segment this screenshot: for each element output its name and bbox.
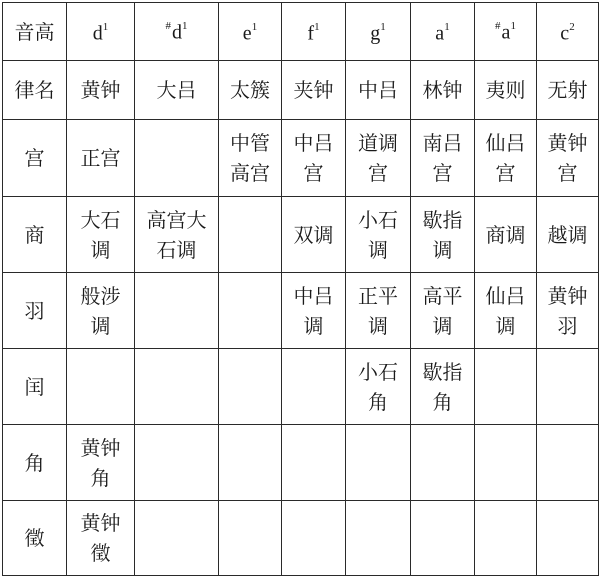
table-cell	[135, 120, 219, 197]
row-header: 闰	[3, 349, 67, 425]
pitch-octave: 1	[444, 21, 450, 34]
pitch-octave: 1	[102, 21, 109, 34]
row-header: 律名	[3, 61, 67, 120]
table-cell	[219, 273, 282, 349]
table-cell: 商调	[475, 197, 537, 273]
table-cell: 黄钟 宫	[537, 120, 599, 197]
table-cell: 大吕	[135, 61, 219, 120]
table-cell	[67, 349, 135, 425]
table-cell: 高平 调	[411, 273, 475, 349]
pitch-header-cell	[219, 3, 282, 61]
pitch-note: a	[501, 21, 511, 44]
pitch-note: a	[435, 22, 445, 45]
table-cell: 无射	[537, 61, 599, 120]
pitch-note: f	[307, 22, 315, 45]
table-cell	[219, 349, 282, 425]
table-cell: 南吕 宫	[411, 120, 475, 197]
table-cell	[135, 273, 219, 349]
table-cell	[537, 425, 599, 501]
table-cell	[346, 501, 411, 576]
table-cell: 黄钟 羽	[537, 273, 599, 349]
table-row	[3, 120, 599, 197]
table-cell	[475, 425, 537, 501]
pitch-note: d	[172, 21, 182, 44]
table-cell: 越调	[537, 197, 599, 273]
table-cell	[219, 425, 282, 501]
sharp-sign: #	[165, 20, 171, 33]
table-row	[3, 425, 599, 501]
table-cell: 大石 调	[67, 197, 135, 273]
row-header: 商	[3, 197, 67, 273]
pitch-octave: 1	[251, 21, 258, 34]
table-cell: 黄钟 徵	[67, 501, 135, 576]
table-row	[3, 501, 599, 576]
table-cell	[411, 425, 475, 501]
table-row	[3, 197, 599, 273]
pitch-octave: 1	[182, 19, 188, 32]
sharp-sign: #	[495, 20, 501, 33]
table-cell: 小石 调	[346, 197, 411, 273]
table-cell	[135, 501, 219, 576]
table-body	[3, 3, 599, 576]
pitch-octave: 2	[569, 21, 575, 34]
pitch-header-cell	[411, 3, 475, 61]
row-header: 宫	[3, 120, 67, 197]
table-cell: 黄钟 角	[67, 425, 135, 501]
pitch-header-cell	[135, 3, 219, 61]
pitch-octave: 1	[380, 21, 386, 34]
mode-table	[2, 2, 599, 576]
table-cell: 太簇	[219, 61, 282, 120]
table-cell	[282, 501, 346, 576]
table-cell: 歇指 调	[411, 197, 475, 273]
pitch-note: e	[242, 22, 252, 45]
table-cell	[219, 197, 282, 273]
table-cell: 仙吕 调	[475, 273, 537, 349]
row-header: 徵	[3, 501, 67, 576]
row-header-pitch: 音高	[3, 3, 67, 61]
table-row	[3, 61, 599, 120]
table-cell	[219, 501, 282, 576]
table-cell: 高宫大 石调	[135, 197, 219, 273]
pitch-note: c	[560, 22, 570, 45]
table-cell	[135, 425, 219, 501]
table-cell: 正宫	[67, 120, 135, 197]
table-cell: 夹钟	[282, 61, 346, 120]
table-cell: 中管 高宫	[219, 120, 282, 197]
table-cell: 中吕	[346, 61, 411, 120]
table-cell	[346, 425, 411, 501]
table-row	[3, 349, 599, 425]
table-cell	[475, 501, 537, 576]
table-cell: 小石 角	[346, 349, 411, 425]
pitch-header-cell	[537, 3, 599, 61]
pitch-header-cell	[346, 3, 411, 61]
table-cell	[282, 349, 346, 425]
table-cell: 中吕 宫	[282, 120, 346, 197]
table-cell: 歇指 角	[411, 349, 475, 425]
table-cell: 黄钟	[67, 61, 135, 120]
table-cell	[135, 349, 219, 425]
table-cell	[282, 425, 346, 501]
table-cell: 双调	[282, 197, 346, 273]
table-cell: 仙吕 宫	[475, 120, 537, 197]
table-cell: 林钟	[411, 61, 475, 120]
table-cell: 道调 宫	[346, 120, 411, 197]
pitch-header-cell	[282, 3, 346, 61]
pitch-header-row	[3, 3, 599, 61]
pitch-note: d	[92, 22, 103, 45]
pitch-header-cell	[475, 3, 537, 61]
pitch-octave: 1	[510, 19, 516, 32]
row-header: 羽	[3, 273, 67, 349]
table-cell: 般涉 调	[67, 273, 135, 349]
pitch-octave: 1	[314, 21, 320, 34]
table-cell: 夷则	[475, 61, 537, 120]
table-cell	[411, 501, 475, 576]
table-cell	[475, 349, 537, 425]
table-cell	[537, 349, 599, 425]
pitch-header-cell	[67, 3, 135, 61]
pitch-note: g	[370, 22, 381, 45]
table-cell	[537, 501, 599, 576]
table-cell: 中吕 调	[282, 273, 346, 349]
table-row	[3, 273, 599, 349]
table-cell: 正平 调	[346, 273, 411, 349]
row-header: 角	[3, 425, 67, 501]
